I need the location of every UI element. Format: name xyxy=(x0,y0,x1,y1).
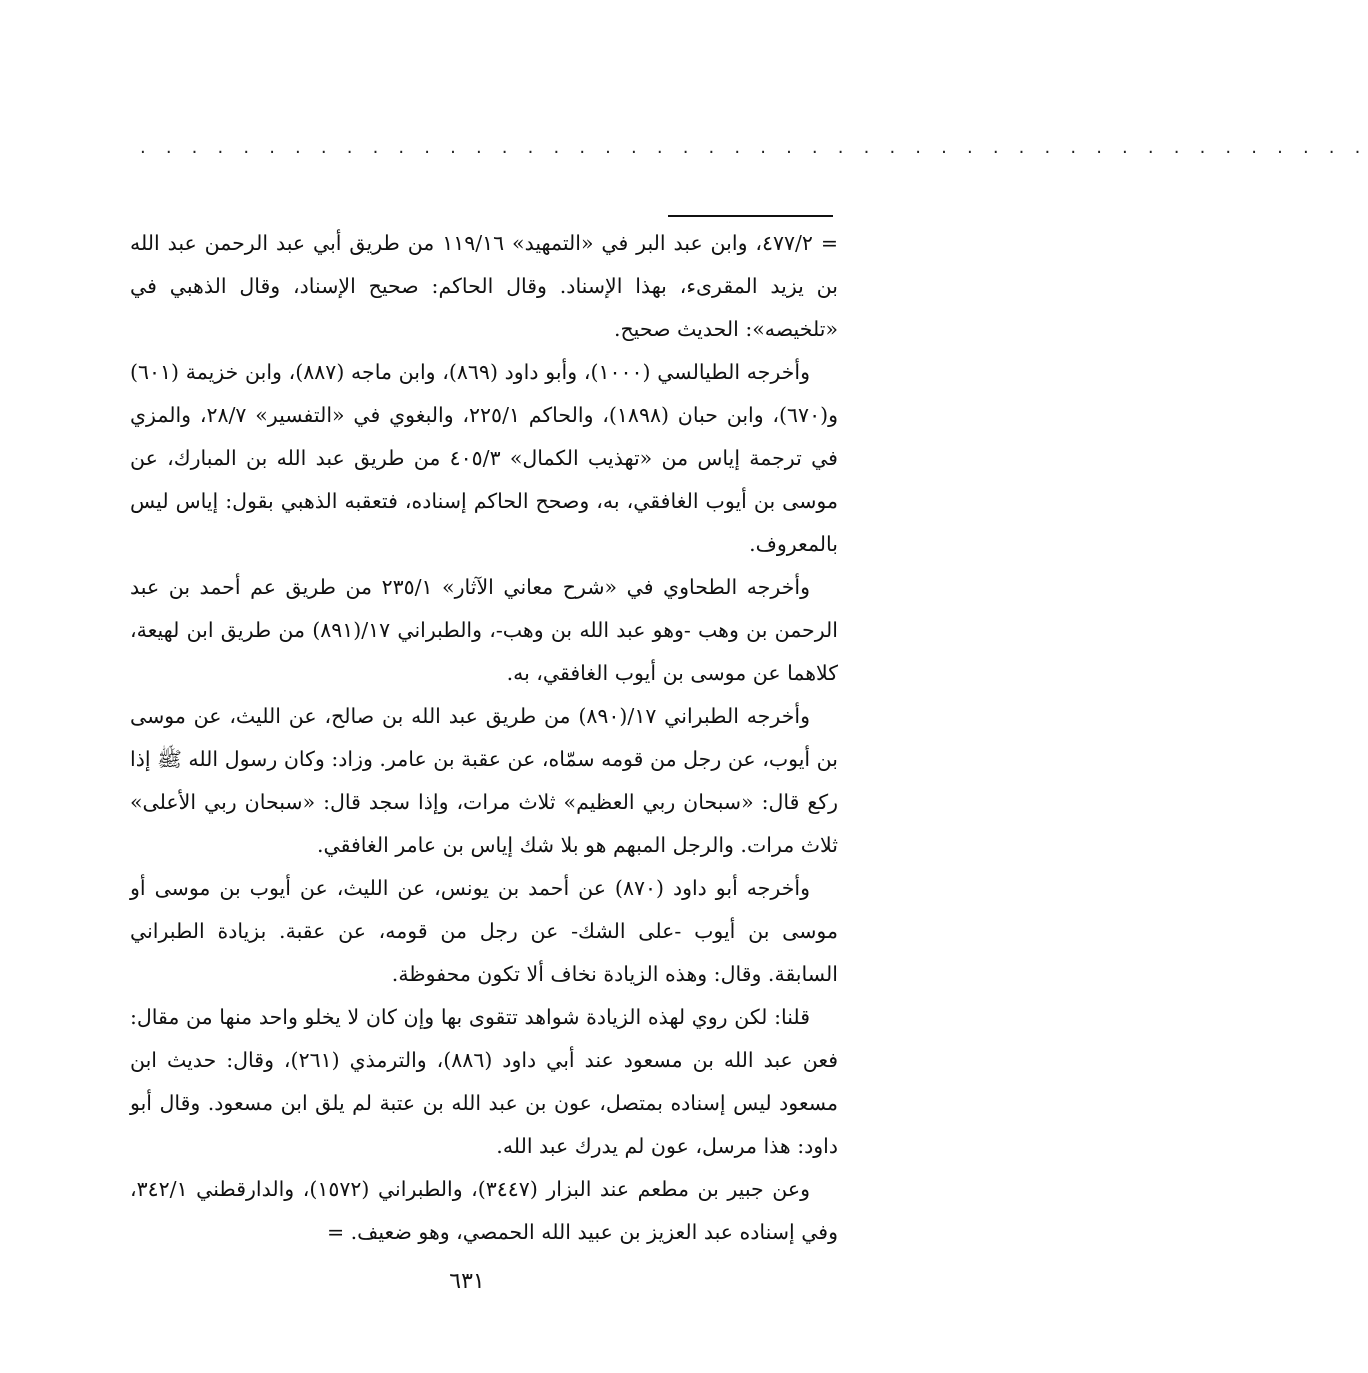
paragraph-5: وأخرجه أبو داود (٨٧٠) عن أحمد بن يونس، عن الليث، عن أيوب بن موسى أو موسى بن أيوب -على الشك- عن رجل من قومه، عن عقبة. بزيادة الطبراني السابقة. وقال: وهذه الزيادة نخاف ألا تكون محفوظة. xyxy=(130,876,838,986)
separator-dots: . . . . . . . . . . . . . . . . . . . . . . . . . . . . . . . . . . . . . . . . . . . . . . . . xyxy=(140,137,1368,158)
page-number: ٦٣١ xyxy=(449,1269,485,1294)
paragraph-3: وأخرجه الطحاوي في «شرح معاني الآثار» ٢٣٥/١ من طريق عم أحمد بن عبد الرحمن بن وهب -وهو عبد الله بن وهب-، والطبراني ١٧/(٨٩١) من طريق ابن لهيعة، كلاهما عن موسى بن أيوب الغافقي، به. xyxy=(130,575,838,685)
paragraph-2: وأخرجه الطيالسي (١٠٠٠)، وأبو داود (٨٦٩)، وابن ماجه (٨٨٧)، وابن خزيمة (٦٠١) و(٦٧٠)، وابن حبان (١٨٩٨)، والحاكم ٢٢٥/١، والبغوي في «التفسير» ٢٨/٧، والمزي في ترجمة إياس من «تهذيب الكمال» ٤٠٥/٣ من طريق عبد الله بن المبارك، عن موسى بن أيوب الغافقي، به، وصحح الحاكم إسناده، فتعقبه الذهبي بقول: إياس ليس بالمعروف. xyxy=(130,360,838,556)
paragraph-1: = ٤٧٧/٢، وابن عبد البر في «التمهيد» ١١٩/١٦ من طريق أبي عبد الرحمن عبد الله بن يزيد المقرىء، بهذا الإسناد. وقال الحاكم: صحيح الإسناد، وقال الذهبي في «تلخيصه»: الحديث صحيح. xyxy=(130,231,839,341)
paragraph-4: وأخرجه الطبراني ١٧/(٨٩٠) من طريق عبد الله بن صالح، عن الليث، عن موسى بن أيوب، عن رجل من قومه سمّاه، عن عقبة بن عامر. وزاد: وكان رسول الله ﷺ إذا ركع قال: «سبحان ربي العظيم» ثلاث مرات، وإذا سجد قال: «سبحان ربي الأعلى» ثلاث مرات. والرجل المبهم هو بلا شك إياس بن عامر الغافقي. xyxy=(130,704,838,857)
footnote-body xyxy=(130,222,838,1254)
paragraph-7: وعن جبير بن مطعم عند البزار (٣٤٤٧)، والطبراني (١٥٧٢)، والدارقطني ٣٤٢/١، وفي إسناده عبد العزيز بن عبيد الله الحمصي، وهو ضعيف. = xyxy=(130,1177,838,1244)
paragraph-6: قلنا: لكن روي لهذه الزيادة شواهد تتقوى بها وإن كان لا يخلو واحد منها من مقال: فعن عبد الله بن مسعود عند أبي داود (٨٨٦)، والترمذي (٢٦١)، وقال: حديث ابن مسعود ليس إسناده بمتصل، عون بن عبد الله بن عتبة لم يلق ابن مسعود. وقال أبو داود: هذا مرسل، عون لم يدرك عبد الله. xyxy=(130,1005,839,1158)
footnote-rule xyxy=(668,215,833,217)
